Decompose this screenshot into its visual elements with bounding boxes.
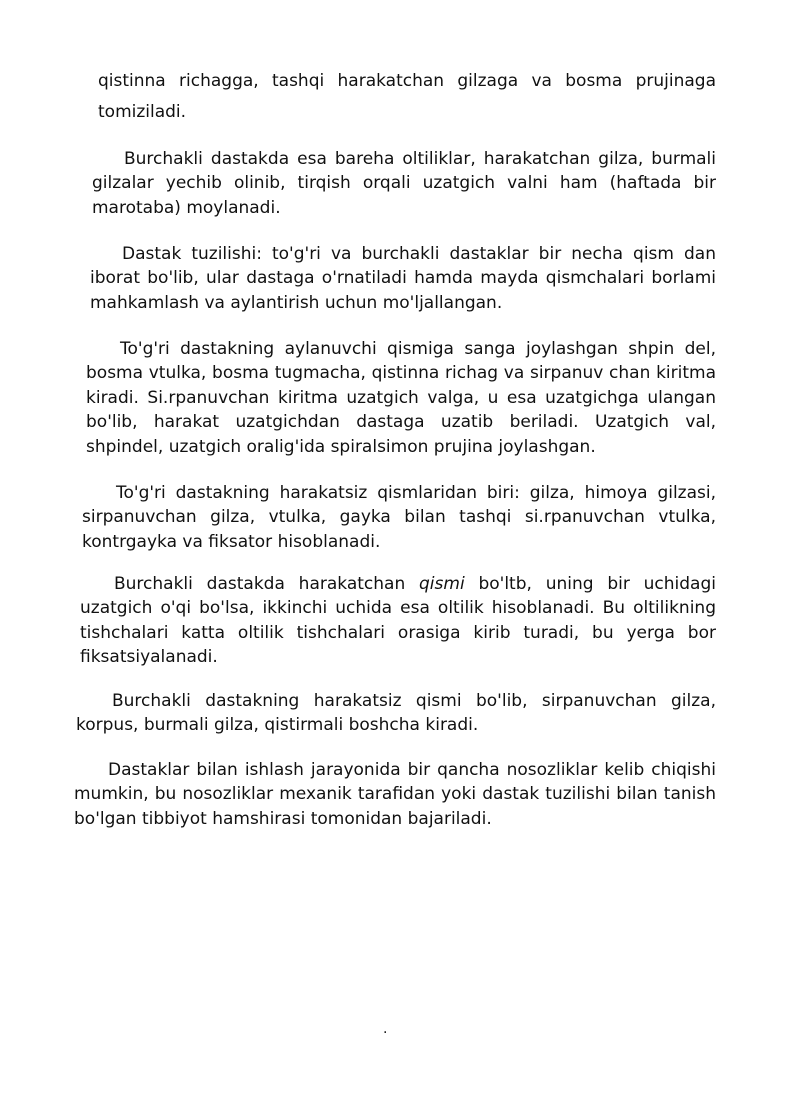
paragraph-8: Dastaklar bilan ishlash jarayonida bir qancha nosozliklar kelib chiqishi mumkin, bu nosozliklar mexanik tarafidan yoki dastak tuzilishi bilan tanish bo'lgan tibbiyot hamshirasi tomonidan bajariladi. [74, 760, 716, 829]
paragraph-3: Dastak tuzilishi: to'g'ri va burchakli dastaklar bir necha qism dan iborat bo'lib, ular dastaga o'rnatiladi hamda mayda qismchalari borlami mahkamlash va aylantirish uchun mo'ljallangan. [90, 244, 716, 313]
paragraph-4: To'g'ri dastakning aylanuvchi qismiga sanga joylashgan shpin del, bosma vtulka, bosma tugmacha, qistinna richag va sirpanuv chan kiritma kiradi. Si.rpanuvchan kiritma uzatgich valga, u esa uzatgichga ulangan bo'lib, harakat uzatgichdan dastaga uzatib beriladi. Uzatgich val, shpindel, uzatgich oralig'ida spiralsimon prujina joylashgan. [86, 339, 716, 457]
paragraph-6-end: bo'ltb, uning bir uchidagi uzatgich o'qi bo'lsa, ikkinchi uchida esa oltilik hisoblanadi. Bu oltilikning tishchalari katta oltilik tishchalari orasiga kirib turadi, bu yerga bor fiksatsiyalanadi. [80, 574, 716, 668]
paragraph-6-italic: qismi [419, 574, 465, 594]
paragraph-7: Burchakli dastakning harakatsiz qismi bo'lib, sirpanuvchan gilza, korpus, burmali gilza, qistirmali boshcha kiradi. [76, 691, 716, 736]
paragraph-1: qistinna richagga, tashqi harakatchan gilzaga va bosma prujinaga tomiziladi. [98, 71, 716, 122]
paragraph-6-start: Burchakli dastakda harakatchan [114, 574, 420, 594]
footer-mark: . [383, 1021, 388, 1037]
paragraph-5: To'g'ri dastakning harakatsiz qismlaridan biri: gilza, himoya gilzasi, sirpanuvchan gilza, vtulka, gayka bilan tashqi si.rpanuvchan vtulka, kontrgayka va fiksator hisoblanadi. [82, 483, 716, 552]
paragraph-6 [80, 572, 716, 670]
paragraph-2: Burchakli dastakda esa bareha oltiliklar, harakatchan gilza, burmali gilzalar yechib olinib, tirqish orqali uzatgich valni ham (haftada bir marotaba) moylanadi. [92, 149, 716, 218]
